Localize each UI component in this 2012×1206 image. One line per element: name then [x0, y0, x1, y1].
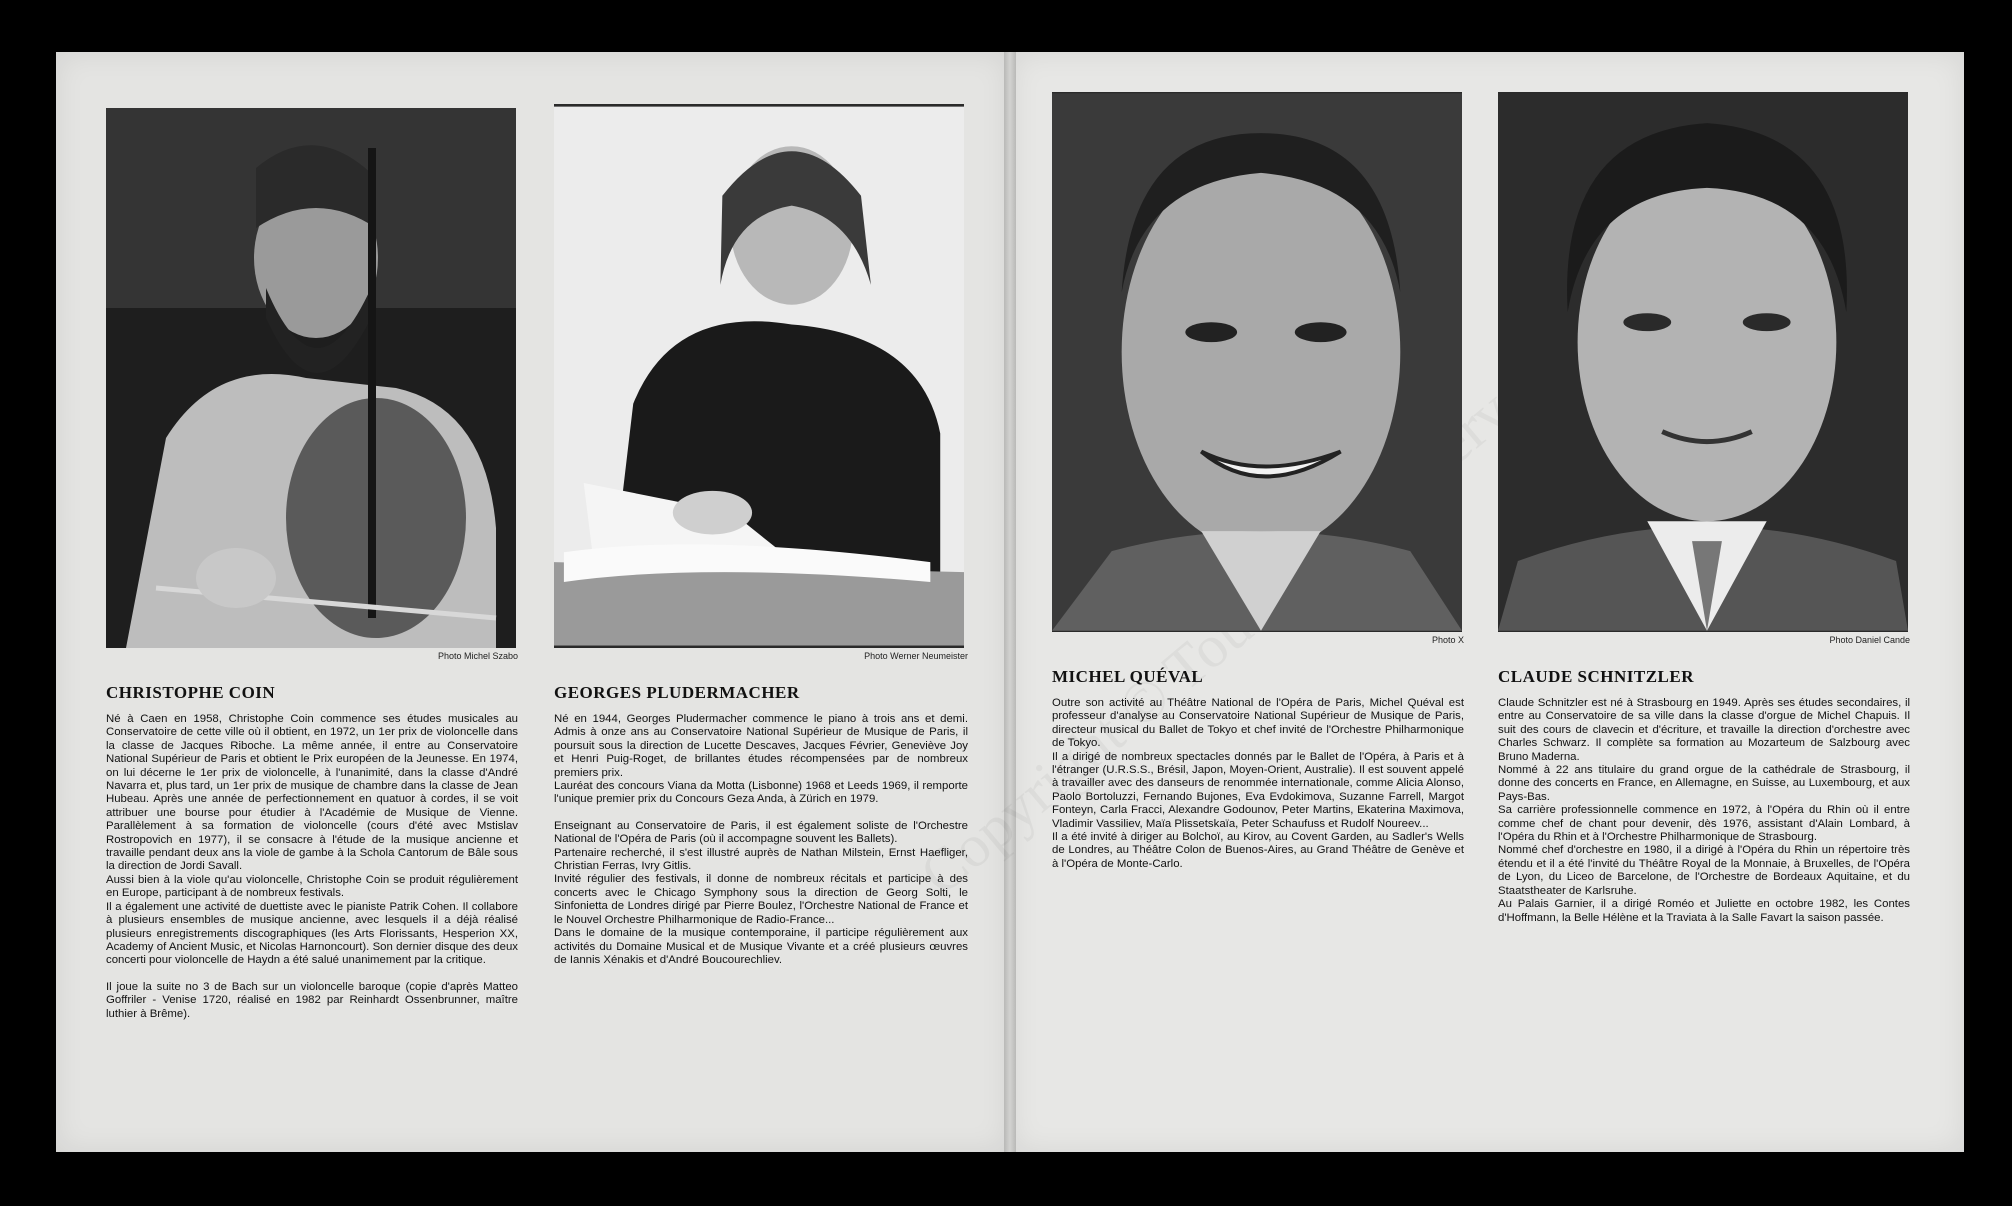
cellist-portrait [106, 108, 516, 648]
bio-paragraph: Aussi bien à la viole qu'au violoncelle, Christophe Coin se produit régulièrement en Europe, participant à de nombreux festivals. [106, 873, 518, 900]
artist-biography [106, 713, 518, 1021]
bio-paragraph: Lauréat des concours Viana da Motta (Lisbonne) 1968 et Leeds 1969, il remporte l'unique premier prix du Concours Geza Anda, à Zürich en 1979. [554, 780, 968, 806]
booklet-spread [56, 52, 1964, 1152]
photo-credit: Photo Daniel Cande [1829, 635, 1910, 645]
bio-paragraph: Partenaire recherché, il s'est illustré auprès de Nathan Milstein, Ernst Haefliger, Christian Ferras, Ivry Gitlis. [554, 846, 968, 873]
bio-paragraph: Enseignant au Conservatoire de Paris, il est également soliste de l'Orchestre National de l'Opéra de Paris (où il accompagne souvent les Ballets). [554, 819, 968, 846]
artist-name: MICHEL QUÉVAL [1052, 667, 1204, 686]
photo-georges-pludermacher [554, 104, 964, 648]
bio-paragraph: Il a également une activité de duettiste avec le pianiste Patrik Cohen. Il collabore à plusieurs ensembles de musique ancienne, avec lesquels il a déjà réalisé plusieurs enregistrements discographiques (les Arts Florissants, Hesperion XX, Academy of Ancient Music, et Nicolas Harnoncourt). Son dernier disque des deux concerti pour violoncelle de Haydn a été salué unanimement par la critique. [106, 900, 518, 967]
bio-paragraph: Outre son activité au Théâtre National de l'Opéra de Paris, Michel Quéval est professeur d'analyse au Conservatoire National Supérieur de Musique de Paris, directeur musical du Ballet de Tokyo et chef invité de l'Orchestre Philharmonique de Tokyo. [1052, 697, 1464, 750]
photo-credit: Photo Michel Szabo [437, 651, 518, 661]
bio-paragraph: Au Palais Garnier, il a dirigé Roméo et Juliette en octobre 1982, les Contes d'Hoffmann, la Belle Hélène et la Traviata à la Salle Favart la saison passée. [1498, 898, 1910, 924]
bio-paragraph: Il joue la suite no 3 de Bach sur un violoncelle baroque (copie d'après Matteo Goffriler - Venise 1720, réalisé en 1982 par Reinhardt Ossenbrunner, maître luthier à Brême). [106, 980, 518, 1020]
photo-credit: Photo X [1431, 635, 1464, 645]
bio-paragraph: Nommé à 22 ans titulaire du grand orgue de la cathédrale de Strasbourg, il donne des concerts en France, en Allemagne, en Suisse, au Luxembourg, et aux Pays-Bas. [1498, 764, 1910, 803]
bio-paragraph: Nommé chef d'orchestre en 1980, il a dirigé à l'Opéra du Rhin un répertoire très étendu et il a été l'invité du Théâtre Royal de la Monnaie, à Bruxelles, de l'Opéra de Lyon, du Liceo de Barcelone, de l'Orchestre de Bordeaux Aquitaine, et du Staatstheater de Karlsruhe. [1498, 844, 1910, 897]
bio-paragraph: Il a dirigé de nombreux spectacles donnés par le Ballet de l'Opéra, à Paris et à l'étranger (U.R.S.S., Brésil, Japon, Moyen-Orient, Australie). Il est souvent appelé à travailler avec des danseurs de renommée internationale, comme Alicia Alonso, Paolo Bortoluzzi, Fernando Bujones, Eva Evdokimova, Suzanne Farrell, Margot Fonteyn, Carla Fracci, Alexandre Godounov, Peter Martins, Ekaterina Maximova, Vladimir Vassiliev, Maïa Plissetskaïa, Peter Schaufuss et Rudolf Noureev... [1052, 750, 1464, 830]
artist-column-queval [1052, 92, 1464, 871]
bio-paragraph: Sa carrière professionnelle commence en 1972, à l'Opéra du Rhin où il entre comme chef de chant pour devenir, dès 1976, assistant d'Alain Lombard, à l'Opéra du Rhin et à l'Orchestre Philharmonique de Strasbourg. [1498, 804, 1910, 844]
artist-name: CHRISTOPHE COIN [106, 683, 276, 702]
artist-column-pludermacher [554, 104, 968, 967]
bio-paragraph: Né en 1944, Georges Pludermacher commence le piano à trois ans et demi. Admis à onze ans au Conservatoire National Supérieur de Musique de Paris, il poursuit sous la direction de Lucette Descaves, Jacques Février, Geneviève Joy et Henri Puig-Roget, de brillantes études récompensées par de nombreux premiers prix. [554, 713, 968, 779]
artist-column-schnitzler [1498, 92, 1910, 925]
bio-paragraph: Invité régulier des festivals, il donne de nombreux récitals et participe à des concerts avec le Chicago Symphony sous la direction de Georg Solti, le Sinfonietta de Londres dirigé par Pierre Boulez, l'Orchestre National de France et le Nouvel Orchestre Philharmonique de Radio-France... [554, 873, 968, 926]
artist-biography [1052, 697, 1464, 871]
artist-biography [554, 713, 968, 967]
bio-paragraph: Claude Schnitzler est né à Strasbourg en 1949. Après ses études secondaires, il entre au Conservatoire de sa ville dans la classe d'orgue de Michel Chapuis. Il suit des cours de clavecin et d'écriture, et travaille la direction d'orchestre avec Charles Schwarz. Il complète sa formation au Mozarteum de Salzbourg avec Bruno Maderna. [1498, 697, 1910, 763]
artist-name: GEORGES PLUDERMACHER [554, 683, 800, 702]
bio-paragraph: Né à Caen en 1958, Christophe Coin commence ses études musicales au Conservatoire de cette ville où il obtient, en 1972, un 1er prix de violoncelle dans la classe de Jacques Riboche. La même année, il entre au Conservatoire National Supérieur de Paris et obtient le Prix européen de la Jeunesse. En 1974, on lui décerne le 1er prix de violoncelle, à l'unanimité, dans la classe d'André Navarra et, plus tard, un 1er prix de musique de chambre dans la classe de Jean Hubeau. Après une année de perfectionnement en quatuor à cordes, il se voit attribuer une bourse pour étudier à l'Académie de Musique de Vienne. Parallèlement à sa formation de violoncelle (cours d'été avec Mstislav Rostropovich en 1977), il se consacre à l'étude de la musique ancienne et travaille pendant deux ans la viole de gambe à la Schola Cantorum de Bâle sous la direction de Jordi Savall. [106, 713, 518, 873]
photo-credit: Photo Werner Neumeister [864, 651, 968, 661]
photo-claude-schnitzler [1498, 92, 1908, 632]
pianist-portrait [554, 104, 964, 648]
photo-christophe-coin [106, 108, 516, 648]
book-gutter [1004, 52, 1016, 1152]
photo-michel-queval [1052, 92, 1462, 632]
bio-paragraph: Dans le domaine de la musique contemporaine, il participe régulièrement aux activités du Domaine Musical et de Musique Vivante et a créé plusieurs œuvres de Iannis Xénakis et d'André Boucourechliev. [554, 927, 968, 966]
conductor-portrait [1052, 92, 1462, 632]
artist-column-coin [106, 108, 518, 1021]
conductor-portrait [1498, 92, 1908, 632]
artist-name: CLAUDE SCHNITZLER [1498, 667, 1695, 686]
bio-paragraph: Il a été invité à diriger au Bolchoï, au Kirov, au Covent Garden, au Sadler's Wells de Londres, au Théâtre Colon de Buenos-Aires, au Grand Théâtre de Genève et à l'Opéra de Monte-Carlo. [1052, 831, 1464, 870]
artist-biography [1498, 697, 1910, 925]
